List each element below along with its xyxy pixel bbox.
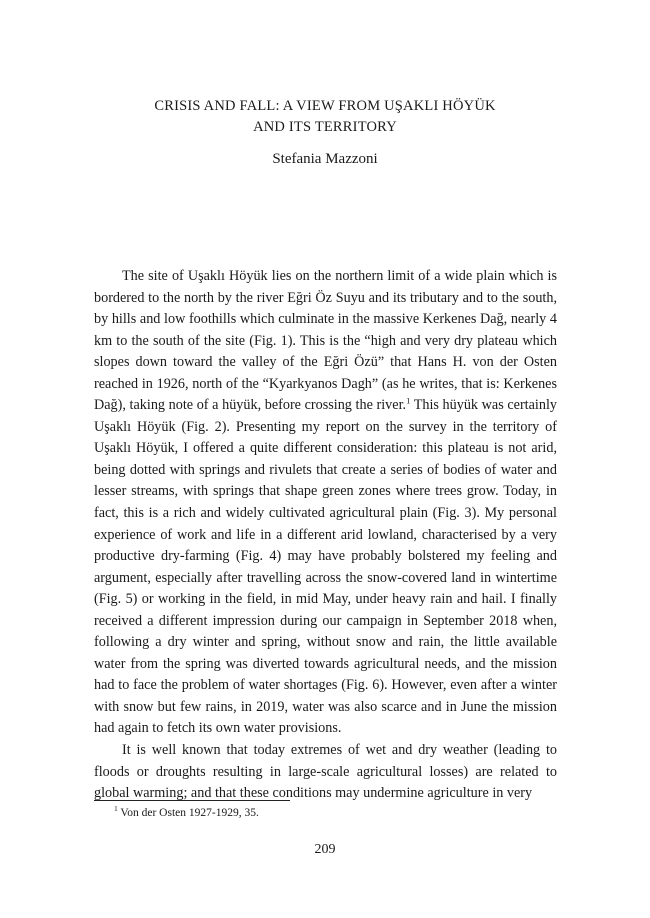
paragraph-2: It is well known that today extremes of wet and dry weather (leading to floods or droughts resulting in large-scale agricultural losses) are related to global warming; and that these conditions may undermine agriculture in very bbox=[94, 742, 557, 802]
footnote-text: Von der Osten 1927-1929, 35. bbox=[117, 807, 259, 819]
footnote-reference[interactable]: 1 bbox=[406, 395, 411, 406]
paragraph-1-text-b: This hüyük was certainly Uşaklı Höyük (Fig. 2). Presenting my report on the survey in the territory of Uşaklı Höyük, I offered a quite different consideration: this plateau is not arid, being dotted with springs and rivulets that create a series of bodies of water and lesser streams, with springs that shape green zones where trees grow. Today, in fact, this is a rich and widely cultivated agricultural plain (Fig. 3). My personal experience of work and life in a different arid lowland, characterised by a very productive dry-farming (Fig. 4) may have probably bolstered my feeling and argument, especially after travelling across the snow-covered land in wintertime (Fig. 5) or working in the field, in mid May, under heavy rain and hail. I finally received a different impression during our campaign in September 2018 when, following a dry winter and spring, without snow and rain, the little available water from the spring was diverted towards agricultural needs, and the mission had to face the problem of water shortages (Fig. 6). However, even after a winter with snow but few rains, in 2019, water was also scarce and in June the mission had again to fetch its own water provisions. bbox=[94, 397, 557, 737]
chapter-title-line-2: AND ITS TERRITORY bbox=[253, 119, 397, 135]
paragraph-1 bbox=[94, 266, 557, 740]
footnote-number: 1 bbox=[114, 804, 118, 814]
page-number: 209 bbox=[314, 842, 336, 857]
paragraph-1-text-a: The site of Uşaklı Höyük lies on the northern limit of a wide plain which is bordered to the north by the river Eğri Öz Suyu and its tributary and to the south, by hills and low foothills which culminate in the massive Kerkenes Dağ, nearly 4 km to the south of the site (Fig. 1). This is the “high and very dry plateau which slopes down toward the valley of the Eğri Özü” that Hans H. von der Osten reached in 1926, north of the “Kyarkyanos Dagh” (as he writes, that is: Kerkenes Dağ), taking note of a hüyük, before crossing the river. bbox=[94, 268, 557, 414]
chapter-title bbox=[80, 96, 570, 138]
chapter-title-line-1: CRISIS AND FALL: A VIEW FROM UŞAKLI HÖYÜK bbox=[154, 98, 496, 114]
footnote bbox=[114, 806, 259, 820]
footnote-divider bbox=[94, 800, 290, 801]
body-text bbox=[94, 266, 557, 805]
author-name: Stefania Mazzoni bbox=[272, 151, 378, 167]
